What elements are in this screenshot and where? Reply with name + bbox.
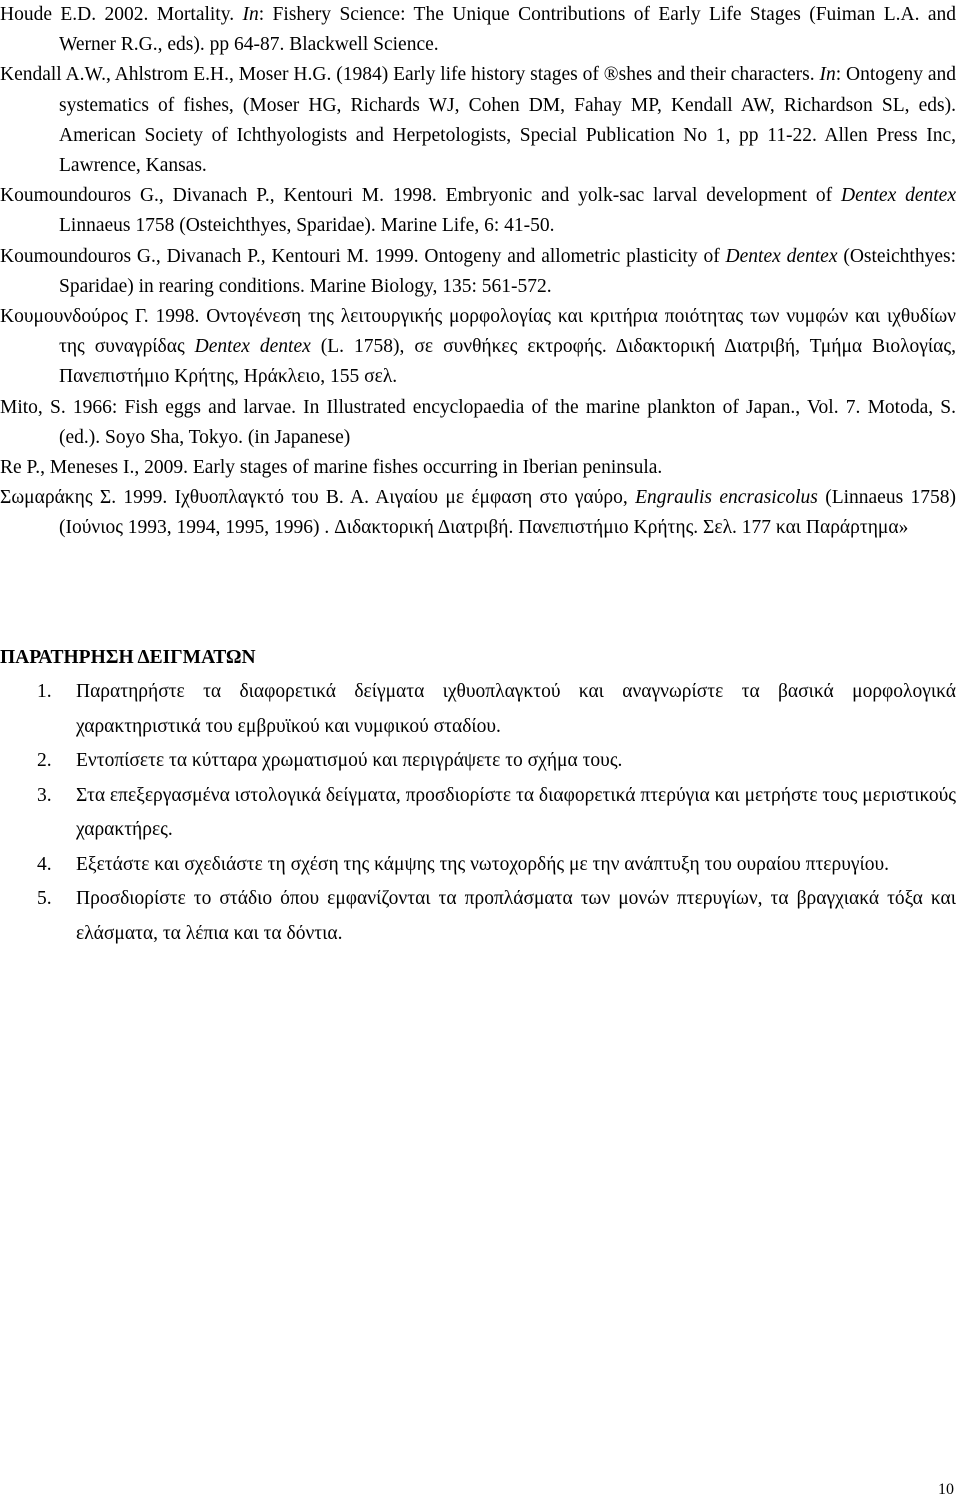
reference-text: : Ontogeny and systematics of fishes, (Moser HG, Richards WJ, Cohen DM, Fahay MP, Kendall AW, Richardson SL, eds). American Society of Ichthyologists and Herpetologists, Special Publication No 1, pp 11-22. Allen Press Inc, Lawrence, Kansas. (59, 64, 956, 177)
reference-text: Kendall A.W., Ahlstrom E.H., Moser H.G. (1984) Early life history stages of ®shes and their characters. (0, 64, 820, 86)
reference-entry (0, 181, 956, 241)
reference-text: (Osteichthyes: Sparidae) in rearing conditions. Marine Biology, 135: 561-572. (59, 245, 956, 297)
reference-text: Mito, S. 1966: Fish eggs and larvae. In Illustrated encyclopaedia of the marine plankton of Japan., Vol. 7. Motoda, S. (ed.). Soyo Sha, Tokyo. (in Japanese) (0, 396, 956, 448)
reference-text: Σωμαράκης Σ. 1999. Ιχθυοπλαγκτό του Β. Α. Αιγαίου με έμφαση στο γαύρο, (0, 487, 636, 509)
reference-entry (0, 302, 956, 393)
reference-entry (0, 60, 956, 181)
reference-text: (L. 1758), σε συνθήκες εκτροφής. Διδακτορική Διατριβή, Τμήμα Βιολογίας, Πανεπιστήμιο Κρήτης, Ηράκλειο, 155 σελ. (59, 336, 956, 388)
reference-text: Κουμουνδούρος Γ. 1998. Οντογένεση της λειτουργικής μορφολογίας και κριτήρια ποιότητας των νυμφών και ιχθυδίων της συναγρίδας (0, 306, 956, 358)
reference-species-name: Dentex dentex (841, 185, 956, 207)
task-item (0, 779, 956, 848)
reference-entry (0, 393, 956, 453)
reference-entry (0, 0, 956, 60)
reference-species-name: Dentex dentex (194, 336, 311, 358)
reference-text: Koumoundouros G., Divanach P., Kentouri M. 1999. Ontogeny and allometric plasticity of (0, 245, 726, 267)
task-list (0, 675, 956, 951)
task-text: Προσδιορίστε το στάδιο όπου εμφανίζονται τα προπλάσματα των μονών πτερυγίων, τα βραγχιακά τόξα και ελάσματα, τα λέπια και τα δόντια. (76, 888, 956, 944)
task-text: Παρατηρήστε τα διαφορετικά δείγματα ιχθυοπλαγκτού και αναγνωρίστε τα βασικά μορφολογικά χαρακτηριστικά του εμβρυϊκού και νυμφικού σταδίου. (76, 681, 956, 737)
task-number: 5. (37, 888, 52, 909)
task-number: 2. (37, 750, 52, 771)
task-number: 1. (37, 681, 52, 702)
task-number: 3. (37, 784, 52, 806)
reference-text: (Linnaeus 1758) (Ιούνιος 1993, 1994, 1995, 1996) . Διδακτορική Διατριβή. Πανεπιστήμιο Κρήτης. Σελ. 177 και Παράρτημα» (59, 487, 956, 539)
reference-entry (0, 242, 956, 302)
reference-species-name: Engraulis encrasicolus (635, 487, 818, 509)
task-item (0, 848, 956, 883)
reference-entry (0, 483, 956, 543)
task-item (0, 882, 956, 951)
reference-list (0, 0, 956, 544)
task-text: Εξετάστε και σχεδιάστε τη σχέση της κάμψης της νωτοχορδής με την ανάπτυξη του ουραίου πτερυγίου. (76, 853, 890, 875)
task-item (0, 675, 956, 744)
reference-text: : Fishery Science: The Unique Contributions of Early Life Stages (Fuiman L.A. and Werner R.G., eds). pp 64-87. Blackwell Science. (59, 4, 956, 56)
reference-species-name: Dentex dentex (725, 245, 838, 267)
task-text: Εντοπίσετε τα κύτταρα χρωματισμού και περιγράψετε το σχήμα τους. (76, 750, 623, 771)
reference-text: Houde E.D. 2002. Mortality. (0, 4, 243, 25)
reference-italic-text: In (819, 64, 836, 86)
task-item (0, 744, 956, 779)
section-heading: ΠΑΡΑΤΗΡΗΣΗ ΔΕΙΓΜΑΤΩΝ (0, 647, 256, 668)
task-text: Στα επεξεργασμένα ιστολογικά δείγματα, προσδιορίστε τα διαφορετικά πτερύγια και μετρήστε τους μεριστικούς χαρακτήρες. (76, 784, 956, 840)
reference-text: Linnaeus 1758 (Osteichthyes, Sparidae). Marine Life, 6: 41-50. (59, 215, 555, 237)
reference-entry (0, 453, 956, 483)
reference-italic-text: In (242, 4, 259, 25)
reference-text: Koumoundouros G., Divanach P., Kentouri M. 1998. Embryonic and yolk-sac larval development of (0, 185, 842, 207)
reference-text: Re P., Meneses I., 2009. Early stages of marine fishes occurring in Iberian peninsula. (0, 457, 663, 479)
task-number: 4. (37, 853, 52, 875)
page-number: 10 (938, 1481, 954, 1498)
